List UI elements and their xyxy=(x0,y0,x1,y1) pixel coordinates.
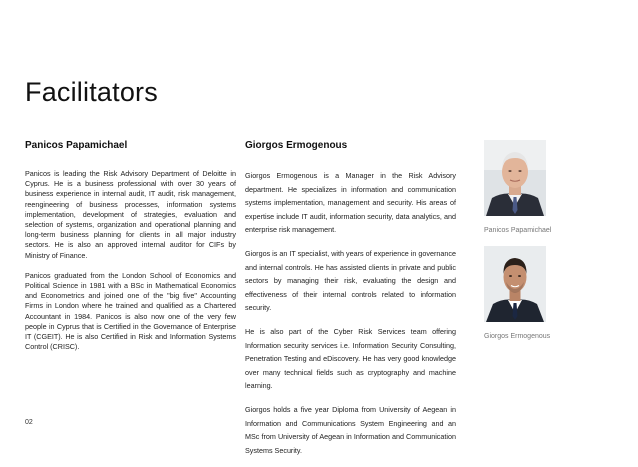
bio-paragraph: Panicos is leading the Risk Advisory Department of Deloitte in Cyprus. He is a business professional with over 30 years of business experience in internal audit, IT audit, risk management, reengineering of business processes, information systems implementation, development of strategies, evaluation and selection of systems, organization and operational planning and long-term business planning for clients in all major industry sectors. He is also an approved internal auditor for CIFs by Ministry of Finance. xyxy=(25,169,236,260)
portrait-photo-giorgos xyxy=(484,246,546,322)
right-person-name: Giorgos Ermogenous xyxy=(245,140,348,151)
left-person-name: Panicos Papamichael xyxy=(25,140,128,151)
photo-caption-panicos: Panicos Papamichael xyxy=(484,227,552,234)
left-person-bio xyxy=(25,169,236,362)
page-number: 02 xyxy=(25,419,33,426)
photo-caption-giorgos: Giorgos Ermogenous xyxy=(484,333,551,340)
bio-paragraph: He is also part of the Cyber Risk Services team offering Information security services i.e. Information Security Consulting, Penetration Testing and eDiscovery. He has very good knowledge over many technical fields such as cryptography and machine learning. xyxy=(245,326,456,391)
bio-paragraph: Panicos graduated from the London School of Economics and Political Science in 1981 with a BSc in Mathematical Economics and Econometrics and joined one of the "big five" Accounting Firms in London where he trained and qualified as a Chartered Accountant in 1984. Panicos is also now one of the very few people in Cyprus that is Certified in the Governance of Enterprise IT (CGEIT). He is also Certified in Risk and Information Systems Control (CRISC). xyxy=(25,270,236,352)
bio-paragraph: Giorgos Ermogenous is a Manager in the Risk Advisory department. He specializes in information and communication systems implementation, management and security. His areas of expertise include IT audit, information security, data analytics, and enterprise risk management. xyxy=(245,171,456,235)
portrait-photo-panicos xyxy=(484,140,546,216)
right-person-bio xyxy=(245,169,456,467)
bio-paragraph: Giorgos holds a five year Diploma from University of Aegean in Information and Communications System Engineering and an MSc from University of Aegean in Information and Communication Systems Security. xyxy=(245,404,456,455)
page-title: Facilitators xyxy=(25,77,158,107)
bio-paragraph: Giorgos is an IT specialist, with years of experience in governance and internal controls. He has assisted clients in private and public sectors by managing their risk, evaluating the design and effectiveness of their internal controls related to information security. xyxy=(245,248,456,313)
